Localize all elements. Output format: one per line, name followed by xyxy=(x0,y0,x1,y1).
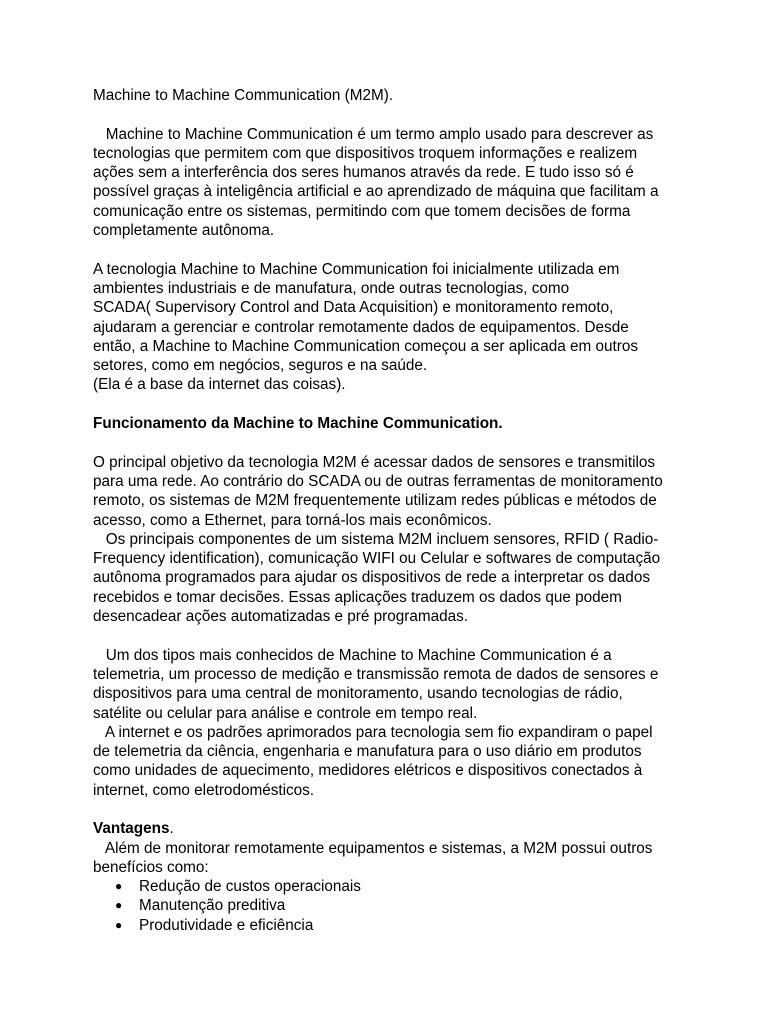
paragraph-line: remoto, os sistemas de M2M frequentemente utilizam redes públicas e métodos de xyxy=(93,492,657,510)
paragraph-line: A internet e os padrões aprimorados para tecnologia sem fio expandiram o papel xyxy=(93,723,653,741)
paragraph-line: Frequency identification), comunicação WIFI ou Celular e softwares de computação xyxy=(93,550,661,568)
paragraph-line: benefícios como: xyxy=(93,858,209,876)
blank-line xyxy=(93,433,693,452)
section-heading: Funcionamento da Machine to Machine Communication. xyxy=(93,415,503,433)
paragraph-line: Machine to Machine Communication é um termo amplo usado para descrever as xyxy=(93,125,654,143)
list-item xyxy=(93,916,693,935)
paragraph-line: como unidades de aquecimento, medidores elétricos e dispositivos conectados à xyxy=(93,762,643,780)
history-paragraph xyxy=(93,260,693,395)
paragraph-line: Além de monitorar remotamente equipamentos e sistemas, a M2M possui outros xyxy=(93,839,653,857)
paragraph-line: completamente autônoma. xyxy=(93,222,275,240)
blank-line xyxy=(93,626,693,645)
paragraph-line: desencadear ações automatizadas e pré programadas. xyxy=(93,608,469,626)
paragraph-line: O principal objetivo da tecnologia M2M é acessar dados de sensores e transmitilos xyxy=(93,453,656,471)
list-item-label: Manutenção preditiva xyxy=(139,897,286,915)
advantages-list xyxy=(93,877,693,935)
list-item xyxy=(93,896,693,915)
bullet-icon: ● xyxy=(115,917,123,932)
paragraph-line: Os principais componentes de um sistema M2M incluem sensores, RFID ( Radio- xyxy=(93,530,659,548)
paragraph-line: A tecnologia Machine to Machine Communication foi inicialmente utilizada em xyxy=(93,260,620,278)
paragraph-line: ambientes industriais e de manufatura, onde outras tecnologias, como xyxy=(93,279,570,297)
paragraph-line: possível graças à inteligência artificial e ao aprendizado de máquina que facilitam a xyxy=(93,183,659,201)
paragraph-line: ações sem a interferência dos seres humanos através da rede. E tudo isso só é xyxy=(93,164,634,182)
paragraph-line: setores, como em negócios, seguros e na saúde. xyxy=(93,357,428,375)
paragraph-line: (Ela é a base da internet das coisas). xyxy=(93,376,346,394)
bullet-icon: ● xyxy=(115,898,123,913)
paragraph-line: internet, como eletrodomésticos. xyxy=(93,781,315,799)
functioning-paragraph xyxy=(93,453,693,627)
advantages-heading: Vantagens xyxy=(93,820,170,838)
paragraph-line: para uma rede. Ao contrário do SCADA ou de outras ferramentas de monitoramento xyxy=(93,472,663,490)
intro-paragraph xyxy=(93,125,693,241)
paragraph-line: autônoma programados para ajudar os dispositivos de rede a interpretar os dados xyxy=(93,569,650,587)
blank-line xyxy=(93,800,693,819)
paragraph-line: dispositivos para uma central de monitoramento, usando tecnologias de rádio, xyxy=(93,685,623,703)
advantages-intro xyxy=(93,839,693,878)
paragraph-line: ajudaram a gerenciar e controlar remotamente dados de equipamentos. Desde xyxy=(93,318,629,336)
list-item xyxy=(93,877,693,896)
paragraph-line: recebidos e tomar decisões. Essas aplicações traduzem os dados que podem xyxy=(93,588,622,606)
paragraph-line: tecnologias que permitem com que dispositivos troquem informações e realizem xyxy=(93,144,638,162)
blank-line xyxy=(93,105,693,124)
advantages-heading-line xyxy=(93,819,693,838)
paragraph-line: acesso, como a Ethernet, para torná-los mais econômicos. xyxy=(93,511,492,529)
paragraph-line: SCADA( Supervisory Control and Data Acquisition) e monitoramento remoto, xyxy=(93,299,614,317)
paragraph-line: então, a Machine to Machine Communication começou a ser aplicada em outros xyxy=(93,337,639,355)
document-body xyxy=(93,86,693,935)
telemetry-paragraph xyxy=(93,646,693,800)
paragraph-line: Um dos tipos mais conhecidos de Machine to Machine Communication é a xyxy=(93,646,612,664)
advantages-heading-suffix: . xyxy=(169,820,174,838)
blank-line xyxy=(93,240,693,259)
list-item-label: Redução de custos operacionais xyxy=(139,878,361,896)
paragraph-line: de telemetria da ciência, engenharia e manufatura para o uso diário em produtos xyxy=(93,743,642,761)
paragraph-line: telemetria, um processo de medição e transmissão remota de dados de sensores e xyxy=(93,665,659,683)
paragraph-line: satélite ou celular para análise e controle em tempo real. xyxy=(93,704,478,722)
bullet-icon: ● xyxy=(115,879,123,894)
blank-line xyxy=(93,395,693,414)
list-item-label: Produtividade e eficiência xyxy=(139,916,314,934)
paragraph-line: comunicação entre os sistemas, permitindo com que tomem decisões de forma xyxy=(93,202,631,220)
document-title: Machine to Machine Communication (M2M). xyxy=(93,87,394,104)
